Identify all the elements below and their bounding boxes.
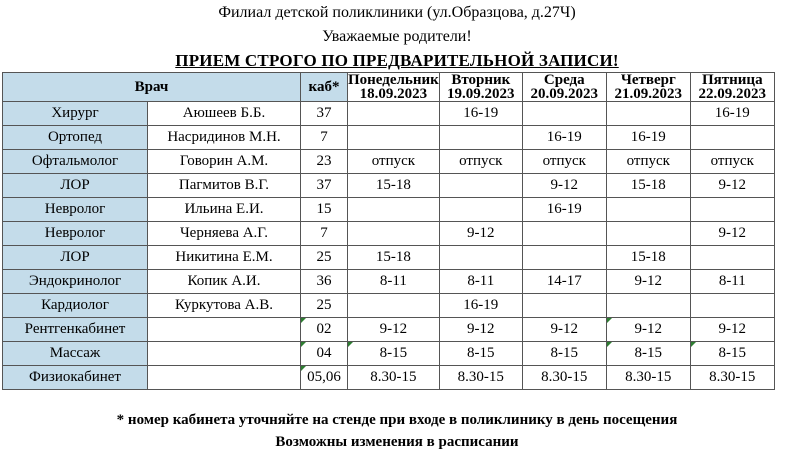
hours-cell-mon <box>348 222 440 246</box>
hours-cell-fri <box>690 294 774 318</box>
doctor-column-header: Врач <box>3 73 301 102</box>
schedule-table <box>2 72 775 390</box>
specialty-cell: Ортопед <box>3 126 148 150</box>
table-row <box>3 270 775 294</box>
day-date: 20.09.2023 <box>530 86 599 102</box>
room-number-cell: 23 <box>301 150 348 174</box>
changes-note: Возможны изменения в расписании <box>275 434 519 450</box>
branch-title: Филиал детской поликлиники (ул.Образцова, д.27Ч) <box>218 4 576 21</box>
hours-cell-fri: отпуск <box>690 150 774 174</box>
doctor-name-cell: Ильина Е.И. <box>148 198 301 222</box>
specialty-cell: Хирург <box>3 102 148 126</box>
hours-cell-tue: 8-15 <box>439 342 522 366</box>
doctor-name-cell: Копик А.И. <box>148 270 301 294</box>
hours-cell-mon: 15-18 <box>348 246 440 270</box>
hours-cell-fri: 16-19 <box>690 102 774 126</box>
table-row <box>3 126 775 150</box>
day-header-wednesday <box>522 73 606 102</box>
room-number-cell: 7 <box>301 222 348 246</box>
hours-cell-thu: отпуск <box>606 150 690 174</box>
hours-cell-mon <box>348 294 440 318</box>
hours-cell-fri: 9-12 <box>690 318 774 342</box>
hours-cell-fri <box>690 246 774 270</box>
hours-cell-fri: 8-15 <box>690 342 774 366</box>
day-name: Вторник <box>451 72 511 88</box>
room-number-cell: 25 <box>301 246 348 270</box>
day-date: 18.09.2023 <box>359 86 428 102</box>
day-date: 21.09.2023 <box>614 86 683 102</box>
hours-cell-thu: 9-12 <box>606 270 690 294</box>
hours-cell-thu <box>606 198 690 222</box>
room-number-cell: 02 <box>301 318 348 342</box>
hours-cell-wed: 9-12 <box>522 174 606 198</box>
hours-cell-thu <box>606 222 690 246</box>
hours-cell-tue <box>439 198 522 222</box>
doctor-name-cell: Куркутова А.В. <box>148 294 301 318</box>
table-row <box>3 222 775 246</box>
hours-cell-mon <box>348 102 440 126</box>
doctor-name-cell <box>148 342 301 366</box>
room-number-cell: 7 <box>301 126 348 150</box>
table-row <box>3 198 775 222</box>
doctor-name-cell <box>148 318 301 342</box>
specialty-cell: Физиокабинет <box>3 366 148 390</box>
doctor-name-cell: Насридинов М.Н. <box>148 126 301 150</box>
day-header-thursday <box>606 73 690 102</box>
hours-cell-thu: 9-12 <box>606 318 690 342</box>
day-header-monday <box>348 73 440 102</box>
room-number-cell: 15 <box>301 198 348 222</box>
doctor-name-cell: Черняева А.Г. <box>148 222 301 246</box>
hours-cell-mon: 8-15 <box>348 342 440 366</box>
day-header-tuesday <box>439 73 522 102</box>
specialty-cell: Рентгенкабинет <box>3 318 148 342</box>
hours-cell-tue: 8-11 <box>439 270 522 294</box>
hours-cell-tue: 16-19 <box>439 102 522 126</box>
specialty-cell: Эндокринолог <box>3 270 148 294</box>
hours-cell-tue <box>439 126 522 150</box>
hours-cell-tue: отпуск <box>439 150 522 174</box>
specialty-cell: Невролог <box>3 222 148 246</box>
hours-cell-tue <box>439 174 522 198</box>
hours-cell-thu: 8.30-15 <box>606 366 690 390</box>
day-name: Среда <box>543 72 585 88</box>
hours-cell-thu: 15-18 <box>606 174 690 198</box>
hours-cell-wed: 14-17 <box>522 270 606 294</box>
hours-cell-thu <box>606 102 690 126</box>
day-header-friday <box>690 73 774 102</box>
hours-cell-mon: 8-11 <box>348 270 440 294</box>
specialty-cell: Массаж <box>3 342 148 366</box>
hours-cell-tue <box>439 246 522 270</box>
hours-cell-wed: отпуск <box>522 150 606 174</box>
hours-cell-wed: 8.30-15 <box>522 366 606 390</box>
hours-cell-wed: 9-12 <box>522 318 606 342</box>
hours-cell-fri: 9-12 <box>690 174 774 198</box>
hours-cell-thu: 16-19 <box>606 126 690 150</box>
hours-cell-thu: 15-18 <box>606 246 690 270</box>
hours-cell-fri: 8-11 <box>690 270 774 294</box>
hours-cell-wed: 8-15 <box>522 342 606 366</box>
day-date: 22.09.2023 <box>698 86 767 102</box>
table-row <box>3 366 775 390</box>
room-number-cell: 37 <box>301 102 348 126</box>
table-row <box>3 318 775 342</box>
specialty-cell: ЛОР <box>3 246 148 270</box>
room-column-header: каб* <box>301 73 348 102</box>
hours-cell-tue: 9-12 <box>439 318 522 342</box>
hours-cell-fri <box>690 198 774 222</box>
day-name: Понедельник <box>348 72 439 88</box>
doctor-name-cell: Аюшеев Б.Б. <box>148 102 301 126</box>
doctor-name-cell: Пагмитов В.Г. <box>148 174 301 198</box>
hours-cell-thu <box>606 294 690 318</box>
day-name: Четверг <box>620 72 676 88</box>
table-row <box>3 174 775 198</box>
hours-cell-tue: 16-19 <box>439 294 522 318</box>
day-date: 19.09.2023 <box>447 86 515 102</box>
hours-cell-mon: 8.30-15 <box>348 366 440 390</box>
room-number-cell: 37 <box>301 174 348 198</box>
hours-cell-wed: 16-19 <box>522 198 606 222</box>
hours-cell-wed <box>522 222 606 246</box>
specialty-cell: Офтальмолог <box>3 150 148 174</box>
hours-cell-wed <box>522 294 606 318</box>
table-row <box>3 150 775 174</box>
table-row <box>3 102 775 126</box>
table-row <box>3 294 775 318</box>
table-row <box>3 342 775 366</box>
hours-cell-tue: 8.30-15 <box>439 366 522 390</box>
hours-cell-thu: 8-15 <box>606 342 690 366</box>
hours-cell-tue: 9-12 <box>439 222 522 246</box>
hours-cell-mon: отпуск <box>348 150 440 174</box>
specialty-cell: Невролог <box>3 198 148 222</box>
doctor-name-cell: Говорин А.М. <box>148 150 301 174</box>
hours-cell-fri <box>690 126 774 150</box>
specialty-cell: ЛОР <box>3 174 148 198</box>
appointment-notice: ПРИЕМ СТРОГО ПО ПРЕДВАРИТЕЛЬНОЙ ЗАПИСИ! <box>175 51 619 70</box>
hours-cell-fri: 9-12 <box>690 222 774 246</box>
room-number-cell: 04 <box>301 342 348 366</box>
day-name: Пятница <box>702 72 763 88</box>
room-footnote: * номер кабинета уточняйте на стенде при входе в поликлинику в день посещения <box>116 412 678 428</box>
specialty-cell: Кардиолог <box>3 294 148 318</box>
hours-cell-mon: 9-12 <box>348 318 440 342</box>
greeting: Уважаемые родители! <box>322 28 472 45</box>
doctor-name-cell <box>148 366 301 390</box>
room-number-cell: 25 <box>301 294 348 318</box>
room-number-cell: 36 <box>301 270 348 294</box>
hours-cell-fri: 8.30-15 <box>690 366 774 390</box>
table-row <box>3 246 775 270</box>
hours-cell-wed <box>522 102 606 126</box>
hours-cell-wed: 16-19 <box>522 126 606 150</box>
hours-cell-mon <box>348 198 440 222</box>
doctor-name-cell: Никитина Е.М. <box>148 246 301 270</box>
hours-cell-wed <box>522 246 606 270</box>
hours-cell-mon: 15-18 <box>348 174 440 198</box>
room-number-cell: 05,06 <box>301 366 348 390</box>
hours-cell-mon <box>348 126 440 150</box>
